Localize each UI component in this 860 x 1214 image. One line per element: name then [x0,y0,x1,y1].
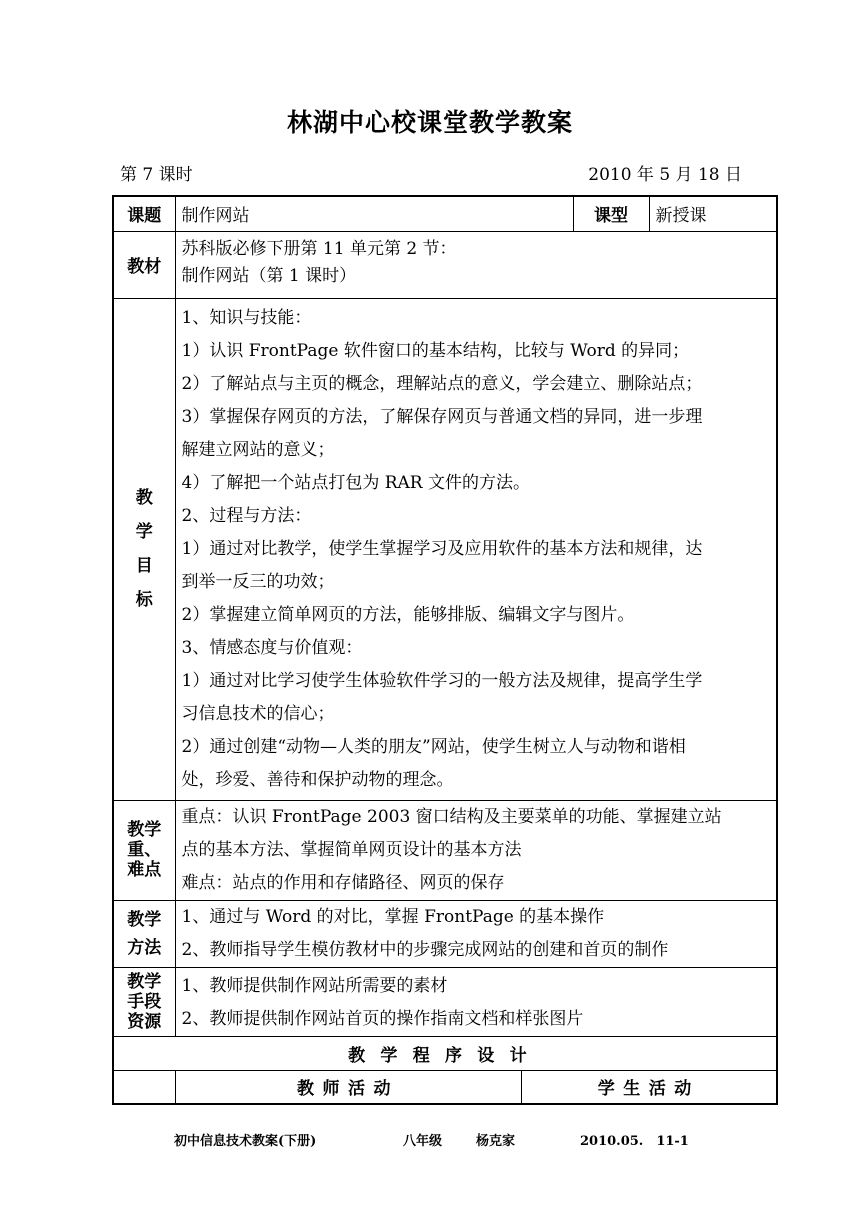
objectives-label-char: 教 [135,488,153,508]
methods-label: 教学 方法 [113,900,175,967]
objective-line: 3、情感态度与价值观： [181,637,363,658]
objectives-label-char: 标 [135,590,153,610]
topic-row [113,196,777,231]
resource-line: 2、教师提供制作网站首页的操作指南文档和样张图片 [181,1008,584,1029]
methods-row [113,900,777,967]
procedure-heading-row [113,1036,777,1070]
blank-cell [113,1070,175,1104]
method-line: 1、通过与 Word 的对比，掌握 FrontPage 的基本操作 [181,906,605,927]
footer-book: 初中信息技术教案(下册) [174,1134,317,1149]
textbook-row [113,231,777,298]
objective-line: 到举一反三的功效； [181,571,335,592]
objective-line: 2）了解站点与主页的概念，理解站点的意义，学会建立、删除站点； [181,373,703,394]
objective-line: 2）掌握建立简单网页的方法，能够排版、编辑文字与图片。 [181,604,635,625]
textbook-line: 制作网站（第 1 课时） [181,265,357,286]
objective-line: 4）了解把一个站点打包为 RAR 文件的方法。 [181,472,530,493]
keypoint-line: 点的基本方法、掌握简单网页设计的基本方法 [181,839,522,860]
textbook-line: 苏科版必修下册第 11 单元第 2 节： [181,238,457,259]
resources-row [113,967,777,1036]
lesson-plan-table [112,195,778,1105]
objectives-label-char: 学 [135,522,153,542]
objective-line: 2、过程与方法： [181,505,312,526]
lesson-number: 第 7 课时 [120,165,193,185]
objective-line: 1）通过对比教学，使学生掌握学习及应用软件的基本方法和规律，达 [181,538,703,559]
objective-line: 解建立网站的意义； [181,439,335,460]
procedure-heading: 教学程序设计 [113,1036,777,1070]
activity-header-row [113,1070,777,1104]
type-label: 课型 [573,196,649,231]
objective-line: 1、知识与技能： [181,307,312,328]
objective-line: 1）认识 FrontPage 软件窗口的基本结构，比较与 Word 的异同； [181,340,690,361]
objective-line: 处，珍爱、善待和保护动物的理念。 [181,769,454,790]
document-title: 林湖中心校课堂教学教案 [286,108,573,137]
methods-content [175,900,777,967]
objective-line: 习信息技术的信心； [181,703,335,724]
footer-code: 2010.05. 11-1 [580,1134,689,1149]
objective-line: 2）通过创建“动物—人类的朋友”网站，使学生树立人与动物和谐相 [181,736,686,757]
resources-content [175,967,777,1036]
type-value: 新授课 [649,196,777,231]
keypoint-line: 重点：认识 FrontPage 2003 窗口结构及主要菜单的功能、掌握建立站 [181,806,722,827]
footer-grade: 八年级 [403,1134,443,1149]
keypoint-line: 难点：站点的作用和存储路径、网页的保存 [181,872,505,893]
keypoints-content [175,800,777,900]
topic-label: 课题 [113,196,175,231]
footer-author: 杨克家 [476,1134,516,1149]
objectives-content [175,298,777,800]
topic-value: 制作网站 [175,196,573,231]
keypoints-label: 教学重、 难点 [113,800,175,900]
method-line: 2、教师指导学生模仿教材中的步骤完成网站的创建和首页的制作 [181,939,669,960]
objectives-label [113,298,175,800]
objective-line: 1）通过对比学习使学生体验软件学习的一般方法及规律，提高学生学 [181,670,703,691]
objectives-label-char: 目 [135,556,153,576]
keypoints-row [113,800,777,900]
resource-line: 1、教师提供制作网站所需要的素材 [181,975,448,996]
textbook-content [175,231,777,298]
objectives-row [113,298,777,800]
objective-line: 3）掌握保存网页的方法，了解保存网页与普通文档的异同，进一步理 [181,406,703,427]
lesson-date: 2010 年 5 月 18 日 [588,165,742,185]
student-activity-header: 学生活动 [521,1070,777,1104]
teacher-activity-header: 教师活动 [175,1070,521,1104]
textbook-label: 教材 [113,231,175,298]
resources-label: 教学 手段 资源 [113,967,175,1036]
